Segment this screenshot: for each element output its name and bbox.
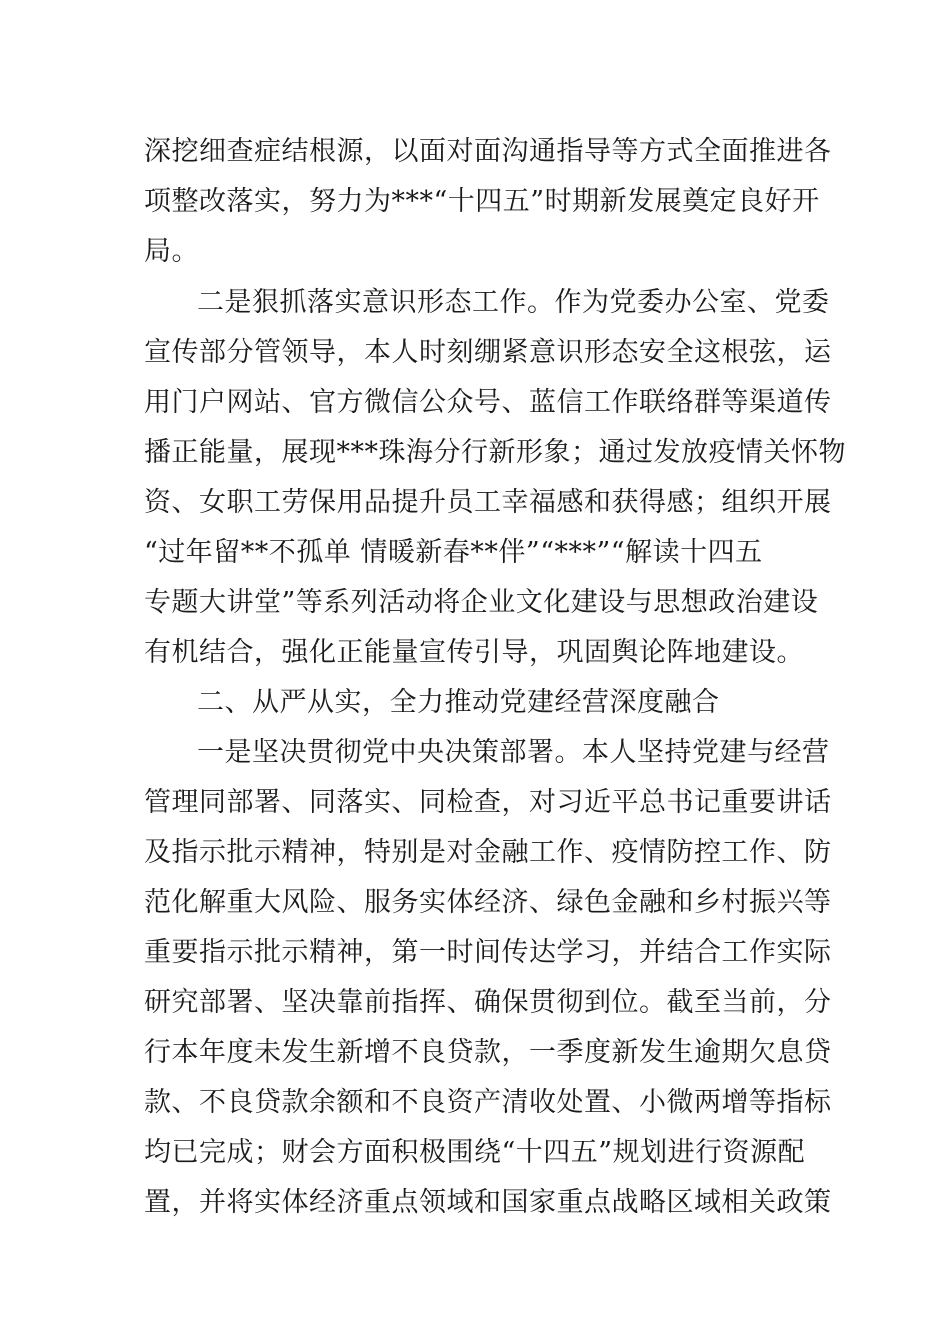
- text-line: 宣传部分管领导，本人时刻绷紧意识形态安全这根弦，运: [144, 337, 832, 368]
- text-line: 管理同部署、同落实、同检查，对习近平总书记重要讲话: [144, 787, 832, 818]
- text-line: 重要指示批示精神，第一时间传达学习，并结合工作实际: [144, 937, 832, 968]
- text-line: 播正能量，展现***珠海分行新形象；通过发放疫情关怀物: [144, 437, 846, 468]
- text-line: 有机结合，强化正能量宣传引导，巩固舆论阵地建设。: [144, 637, 804, 668]
- text-line: 及指示批示精神，特别是对金融工作、疫情防控工作、防: [144, 837, 832, 868]
- text-line: 资、女职工劳保用品提升员工幸福感和获得感；组织开展: [144, 487, 832, 518]
- text-line: 行本年度未发生新增不良贷款，一季度新发生逾期欠息贷: [144, 1037, 832, 1068]
- section-heading: 二、从严从实，全力推动党建经营深度融合: [197, 687, 720, 718]
- text-line: 置，并将实体经济重点领域和国家重点战略区域相关政策: [144, 1187, 832, 1218]
- text-line: 款、不良贷款余额和不良资产清收处置、小微两增等指标: [144, 1087, 832, 1118]
- text-line: 项整改落实，努力为***“十四五”时期新发展奠定良好开: [144, 186, 820, 217]
- text-line: 用门户网站、官方微信公众号、蓝信工作联络群等渠道传: [144, 387, 832, 418]
- text-line: 专题大讲堂”等系列活动将企业文化建设与思想政治建设: [144, 587, 819, 618]
- text-line: 范化解重大风险、服务实体经济、绿色金融和乡村振兴等: [144, 887, 832, 918]
- text-line: 均已完成；财会方面积极围绕“十四五”规划进行资源配: [144, 1137, 806, 1168]
- paragraph-first-line: 一是坚决贯彻党中央决策部署。本人坚持党建与经营: [197, 737, 830, 768]
- text-line: 局。: [144, 236, 199, 267]
- text-line: 研究部署、坚决靠前指挥、确保贯彻到位。截至当前，分: [144, 987, 832, 1018]
- text-line: 深挖细查症结根源，以面对面沟通指导等方式全面推进各: [144, 136, 832, 167]
- text-line: “过年留**不孤单 情暖新春**伴”“***”“解读十四五: [144, 537, 763, 568]
- paragraph-first-line: 二是狠抓落实意识形态工作。作为党委办公室、党委: [197, 287, 830, 318]
